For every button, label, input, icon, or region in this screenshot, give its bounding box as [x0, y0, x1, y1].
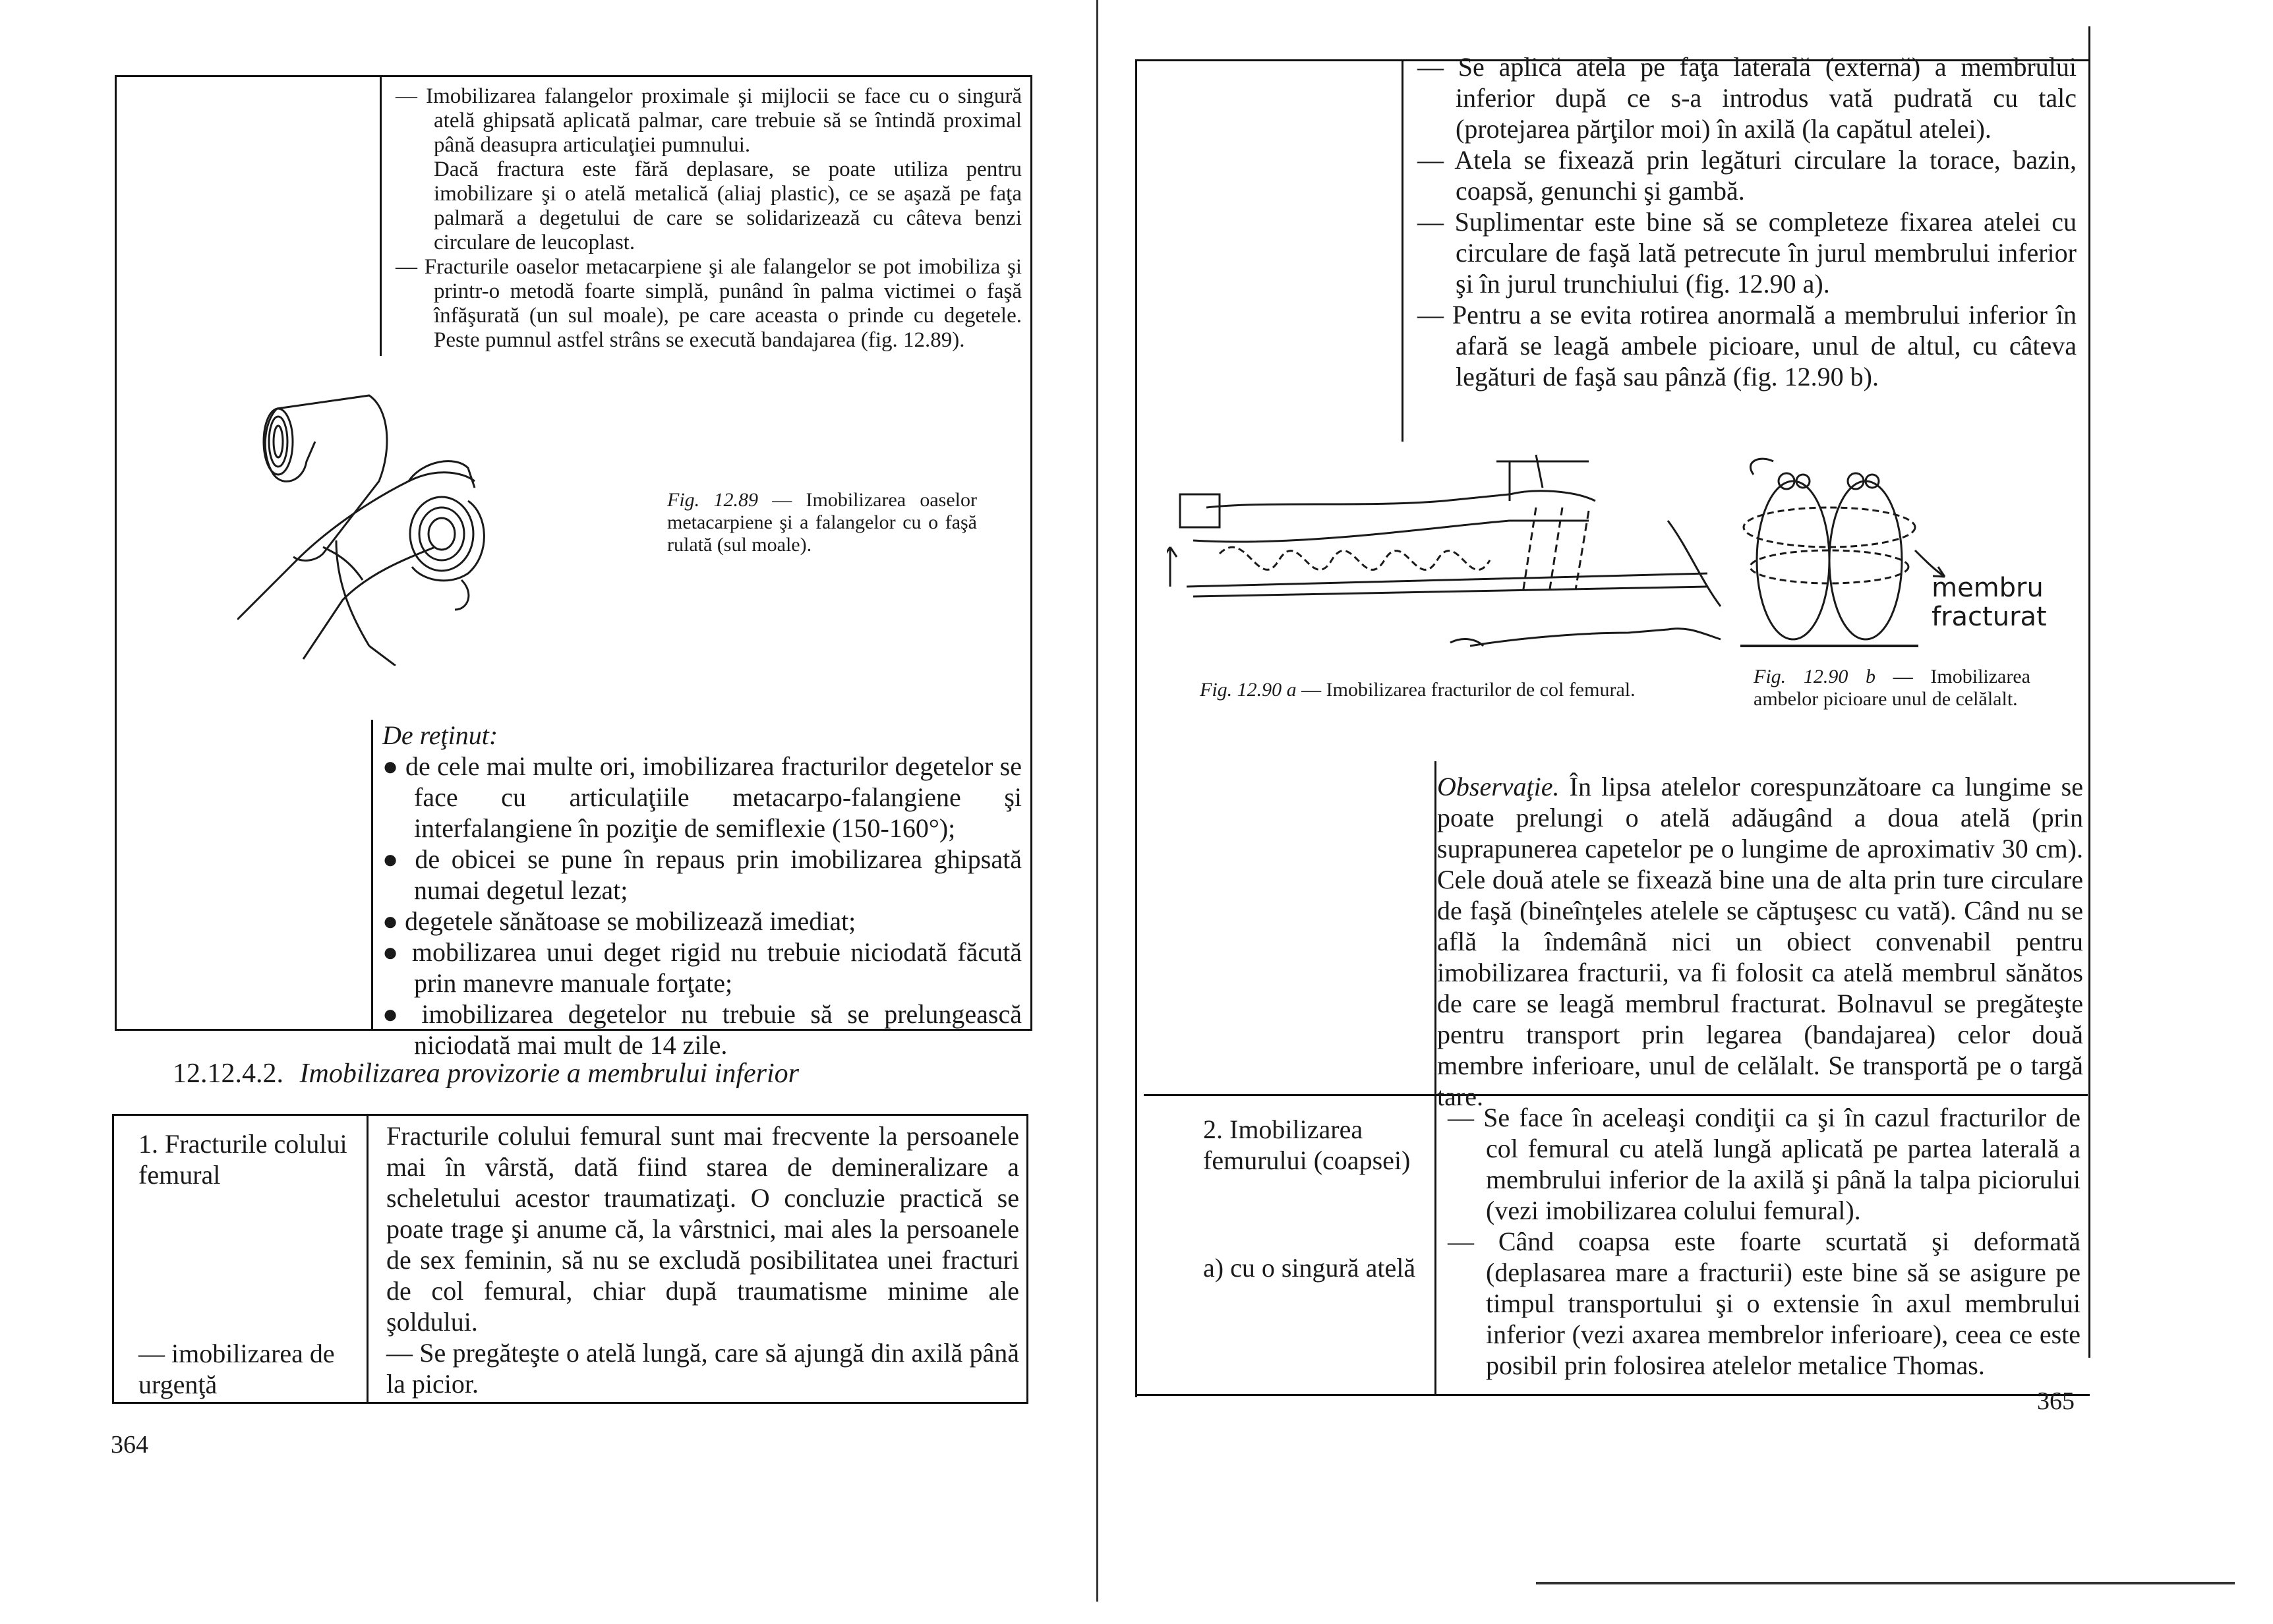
left-box-right [1030, 75, 1032, 1031]
figure-label: Fig. 12.90 b [1754, 666, 1876, 687]
list-item: ● imobilizarea degetelor nu trebuie să se prelungească niciodată mai mult de 14 zile. [382, 999, 1022, 1060]
list-item: — Se aplică atela pe faţa laterală (externă) a membrului inferior după ce s-a introdus vată pudrată cu talc (protejarea părţilor moi) în axilă (la capătul atelei). [1417, 52, 2077, 144]
figure-label: Fig. 12.90 a [1200, 679, 1297, 701]
de-retinut-title: De reţinut: [382, 720, 498, 750]
table-top [112, 1114, 1028, 1116]
fig-12-90a-caption [1200, 679, 1674, 701]
table-bottom [112, 1402, 1028, 1404]
left-box-divider-bottom [371, 720, 373, 1030]
list-item: — Se face în aceleaşi condiţii ca şi în cazul fracturilor de col femural cu atelă lungă aplicată pe partea laterală a membrului inferior de la axilă şi până la talpa piciorului (vezi imobilizarea colului femural). [1448, 1103, 2081, 1225]
table-right [1026, 1114, 1028, 1404]
row1-sublabel: — imobilizarea de urgenţă [138, 1339, 335, 1399]
paragraph: Dacă fractura este fără deplasare, se poate utiliza pentru imobilizare şi o atelă metalică (aliaj plastic), ce se aşază pe faţa palmară a degetului de care se solidarizează cu câteva benzi circulare de leucoplast. [434, 158, 1022, 254]
table-left [112, 1114, 114, 1404]
paragraph: — Se pregăteşte o atelă lungă, care să ajungă din axilă până la picior. [386, 1338, 1019, 1399]
observatie-text: În lipsa atelelor corespunzătoare ca lungime se poate prelungi o atelă adăugând a doua atelă (prin suprapunerea capetelor pe o lungime de aproximativ 30 cm). Cele două atele se fixează bine una de alta prin ture circulare de faşă (bineînţeles atelele se căptuşesc cu vată). Când nu se află la îndemână nici un obiect convenabil pentru imobilizarea fracturii, va fi folosit ca atelă membrul sănătos de care se leagă membrul fracturat. Bolnavul se pregăteşte pentru transport prin legarea (bandajarea) celor două membre inferioare, unul de celălalt. Se transportă pe o targă tare. [1437, 772, 2084, 1111]
page-gutter [1096, 0, 1098, 1602]
figure-caption-text: — Imobilizarea fracturilor de col femural. [1301, 679, 1636, 701]
right-box-divider-top [1402, 59, 1403, 442]
feet-binding-illustration [1740, 455, 1925, 659]
note-text: membru fracturat [1932, 573, 2047, 632]
list-item: — Pentru a se evita rotirea anormală a membrului inferior în afară se leagă ambele picioare, unul de altul, cu câteva legături de faşă sau pânză (fig. 12.90 b). [1417, 300, 2077, 392]
list-item: ● de obicei se pune în repaus prin imobilizarea ghipsată numai degetul lezat; [382, 844, 1022, 905]
row2-text [1448, 1102, 2081, 1381]
leg-splint-illustration [1167, 448, 1747, 666]
figure-caption-text: — Imobilizarea ambelor picioare unul de celălalt. [1754, 666, 2030, 710]
observatie-title: Observaţie. [1437, 772, 1560, 801]
de-retinut-box [382, 720, 1022, 1060]
hand-bandage-illustration [237, 382, 580, 666]
list-item: — Suplimentar este bine să se completeze fixarea atelei cu circulare de faşă lată petrecute în jurul membrului inferior şi în jurul trunchiului (fig. 12.90 a). [1417, 207, 2077, 299]
right-box-left [1135, 59, 1137, 1397]
section-heading [173, 1058, 799, 1089]
finger-immobilization-text [396, 84, 1022, 353]
left-box-divider-top [380, 75, 382, 356]
figure-caption-text: — Imobilizarea oaselor metacarpiene şi a falangelor cu o faşă rulată (sul moale). [667, 489, 977, 556]
row2-sublabel: a) cu o singură atelă [1203, 1253, 1416, 1283]
paragraph: Fracturile colului femural sunt mai frecvente la persoanele mai în vârstă, dată fiind starea de demineralizare a scheletului acestor traumatizaţi. O concluzie practică se poate trage şi anume că, la vârstnici, mai ales la persoanele de sex feminin, să nu se excludă posibilitatea unei fracturi de col femural, chiar după traumatisme minime ale şoldului. [386, 1121, 1019, 1337]
left-box-top [115, 75, 1032, 77]
scan-edge [1536, 1582, 2235, 1584]
right-box-bottom [1135, 1394, 2090, 1396]
section-title: Imobilizarea provizorie a membrului inferior [299, 1058, 800, 1089]
paragraph: — Imobilizarea falangelor proximale şi mijlocii se face cu o singură atelă ghipsată aplicată palmar, care trebuie să se întindă proximal până deasupra articulaţiei pumnului. [396, 84, 1022, 157]
page-number-right: 365 [2037, 1387, 2075, 1415]
row2-label: 2. Imobilizarea femurului (coapsei) [1203, 1115, 1411, 1175]
row1-label: 1. Fracturile colului femural [138, 1129, 347, 1190]
observatie-block [1437, 771, 2083, 1112]
table-divider [367, 1114, 369, 1404]
row1-text [386, 1120, 1019, 1399]
left-box-left [115, 75, 117, 1031]
list-item: ● mobilizarea unui deget rigid nu trebuie niciodată făcută prin manevre manuale forţate; [382, 937, 1022, 998]
figure-label: Fig. 12.89 [667, 489, 758, 511]
splint-application-steps [1417, 51, 2077, 392]
section-number: 12.12.4.2. [173, 1058, 283, 1089]
list-item: — Atela se fixează prin legături circulare la torace, bazin, coapsă, genunchi şi gambă. [1417, 145, 2077, 206]
list-item: — Când coapsa este foarte scurtată şi deformată (deplasarea mare a fracturii) este bine să se asigure pe timpul transportului şi o extensie în axul membrului inferior (vezi axarea membrelor inferioare), ceea ce este posibil prin folosirea atelelor metalice Thomas. [1448, 1227, 2081, 1380]
list-item: ● de cele mai multe ori, imobilizarea fracturilor degetelor se face cu articulaţiile metacarpo-falangiene şi interfalangiene în poziţie de semiflexie (150-160°); [382, 751, 1022, 843]
right-box-divider-mid [1434, 761, 1436, 1394]
right-box-right [2088, 26, 2090, 1358]
fig-12-89-caption [667, 489, 977, 556]
fig-12-90b-caption [1754, 666, 2030, 710]
list-item: ● degetele sănătoase se mobilizează imediat; [382, 906, 856, 936]
page-number-left: 364 [111, 1431, 148, 1459]
paragraph: — Fracturile oaselor metacarpiene şi ale falangelor se pot imobiliza şi printr-o metodă foarte simplă, punând în palma victimei o faşă înfăşurată (un sul moale), pe care aceasta o prinde cu degetele. Peste pumnul astfel strâns se execută bandajarea (fig. 12.89). [396, 255, 1022, 352]
note-arrow-icon [1912, 547, 1951, 587]
